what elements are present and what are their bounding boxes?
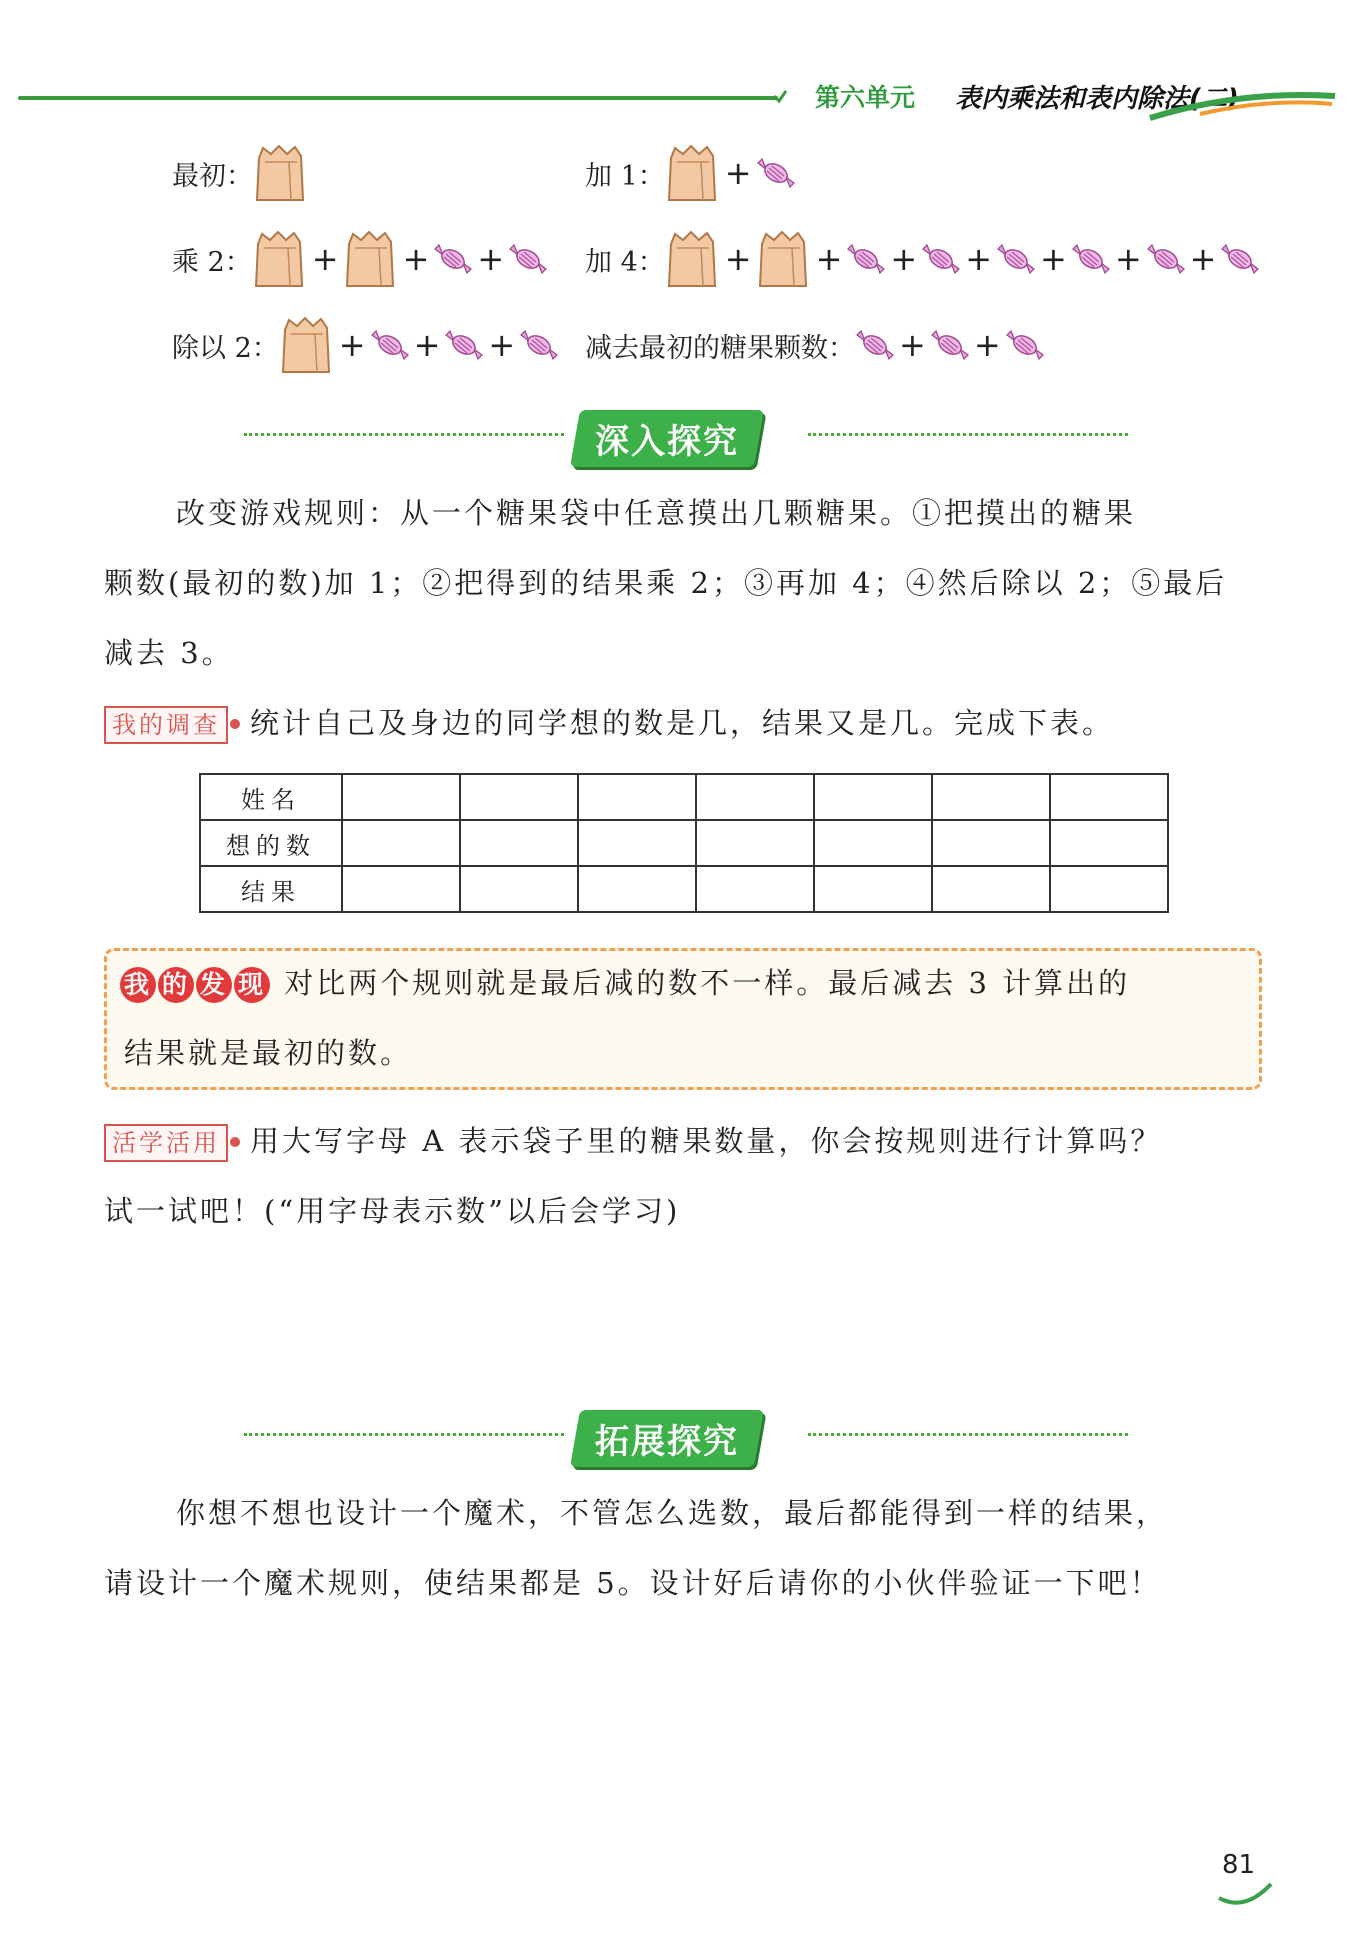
check-mark-icon	[772, 88, 788, 104]
table-cell[interactable]	[460, 820, 578, 866]
table-row	[200, 820, 1168, 866]
candy-icon	[846, 243, 886, 275]
apply-line-1	[104, 1106, 1162, 1176]
candy-icon	[519, 329, 559, 361]
dotted-divider	[244, 1433, 564, 1436]
table-cell[interactable]	[932, 820, 1050, 866]
rule-paragraph-line-2: 颗数(最初的数)加 1；②把得到的结果乘 2；③再加 4；④然后除以 2；⑤最后	[104, 566, 1228, 600]
table-cell[interactable]	[578, 820, 696, 866]
row-label: 乘 2：	[172, 246, 252, 278]
row-plus-4: 加 4： + + + + + + +	[585, 224, 1260, 294]
unit-label: 第六单元	[815, 83, 916, 112]
candy-icon	[855, 329, 895, 361]
candy-icon	[508, 243, 548, 275]
candy-icon	[370, 329, 410, 361]
swoosh-decoration-icon	[1140, 84, 1340, 128]
table-cell[interactable]	[696, 866, 814, 912]
row-plus-1: 加 1： +	[585, 138, 796, 208]
discovery-line-1	[120, 948, 1130, 1020]
table-cell[interactable]	[696, 774, 814, 820]
dotted-divider	[808, 1433, 1128, 1436]
table-cell[interactable]	[342, 820, 460, 866]
candy-icon	[444, 329, 484, 361]
section-banner-deep-explore: 深入探究	[570, 410, 764, 467]
header-rule	[18, 96, 778, 100]
table-cell[interactable]	[814, 774, 932, 820]
table-cell[interactable]	[578, 866, 696, 912]
page-swoosh-icon	[1215, 1878, 1275, 1912]
tag-dot-icon	[230, 719, 240, 729]
survey-instruction	[104, 688, 1114, 758]
apply-tag: 活学活用	[104, 1124, 228, 1162]
survey-table	[199, 773, 1169, 913]
survey-text: 统计自己及身边的同学想的数是几，结果又是几。完成下表。	[250, 706, 1115, 740]
table-cell[interactable]	[696, 820, 814, 866]
row-times-2: 乘 2： + + +	[172, 224, 548, 294]
row-divide-2: 除以 2： + + +	[172, 310, 559, 380]
candy-icon	[1005, 329, 1045, 361]
survey-tag: 我的调查	[104, 706, 228, 744]
candy-bag-icon	[756, 230, 812, 288]
candy-icon	[921, 243, 961, 275]
table-cell[interactable]	[460, 774, 578, 820]
table-cell[interactable]	[814, 820, 932, 866]
table-row	[200, 866, 1168, 912]
table-cell[interactable]	[1050, 774, 1168, 820]
apply-text: 用大写字母 A 表示袋子里的糖果数量，你会按规则进行计算吗？	[250, 1124, 1163, 1158]
candy-bag-icon	[665, 144, 721, 202]
table-cell[interactable]	[814, 866, 932, 912]
candy-bag-icon	[253, 144, 309, 202]
row-initial	[172, 138, 309, 208]
page-number: 81	[1222, 1850, 1256, 1880]
table-cell[interactable]	[342, 866, 460, 912]
dotted-divider	[244, 433, 564, 436]
rule-paragraph-line-3: 减去 3。	[104, 636, 234, 670]
row-header-thought-number: 想的数	[200, 820, 342, 866]
tag-dot-icon	[230, 1137, 240, 1147]
candy-bag-icon	[279, 316, 335, 374]
row-label: 减去最初的糖果颗数：	[585, 332, 855, 364]
candy-icon	[756, 157, 796, 189]
candy-icon	[1146, 243, 1186, 275]
candy-bag-icon	[665, 230, 721, 288]
candy-icon	[996, 243, 1036, 275]
table-cell[interactable]	[932, 774, 1050, 820]
table-cell[interactable]	[932, 866, 1050, 912]
row-header-name: 姓名	[200, 774, 342, 820]
row-label: 加 1：	[585, 160, 665, 192]
table-cell[interactable]	[1050, 866, 1168, 912]
discovery-line-2: 结果就是最初的数。	[124, 1036, 413, 1070]
row-label: 加 4：	[585, 246, 665, 278]
chapter-title: 表内乘法和表内除法(二)	[955, 84, 1239, 114]
row-minus-initial: 减去最初的糖果颗数： + +	[585, 310, 1045, 380]
candy-icon	[1220, 243, 1260, 275]
table-row	[200, 774, 1168, 820]
candy-icon	[1071, 243, 1111, 275]
apply-line-2: 试一试吧！(“用字母表示数”以后会学习)	[104, 1194, 681, 1228]
candy-bag-icon	[252, 230, 308, 288]
row-label: 最初：	[172, 160, 253, 192]
table-cell[interactable]	[460, 866, 578, 912]
candy-icon	[930, 329, 970, 361]
rule-paragraph-line-1: 改变游戏规则：从一个糖果袋中任意摸出几颗糖果。①把摸出的糖果	[176, 496, 1137, 530]
magic-paragraph-line-1: 你想不想也设计一个魔术，不管怎么选数，最后都能得到一样的结果，	[176, 1496, 1169, 1530]
discovery-text: 对比两个规则就是最后减的数不一样。最后减去 3 计算出的	[284, 966, 1131, 1000]
table-cell[interactable]	[578, 774, 696, 820]
row-header-result: 结果	[200, 866, 342, 912]
magic-paragraph-line-2: 请设计一个魔术规则，使结果都是 5。设计好后请你的小伙伴验证一下吧！	[104, 1566, 1162, 1600]
table-cell[interactable]	[1050, 820, 1168, 866]
candy-bag-icon	[343, 230, 399, 288]
dotted-divider	[808, 433, 1128, 436]
row-label: 除以 2：	[172, 332, 279, 364]
table-cell[interactable]	[342, 774, 460, 820]
discovery-tag: 我 的 发 现	[120, 950, 272, 1020]
candy-icon	[433, 243, 473, 275]
section-banner-extended-explore: 拓展探究	[570, 1410, 764, 1467]
